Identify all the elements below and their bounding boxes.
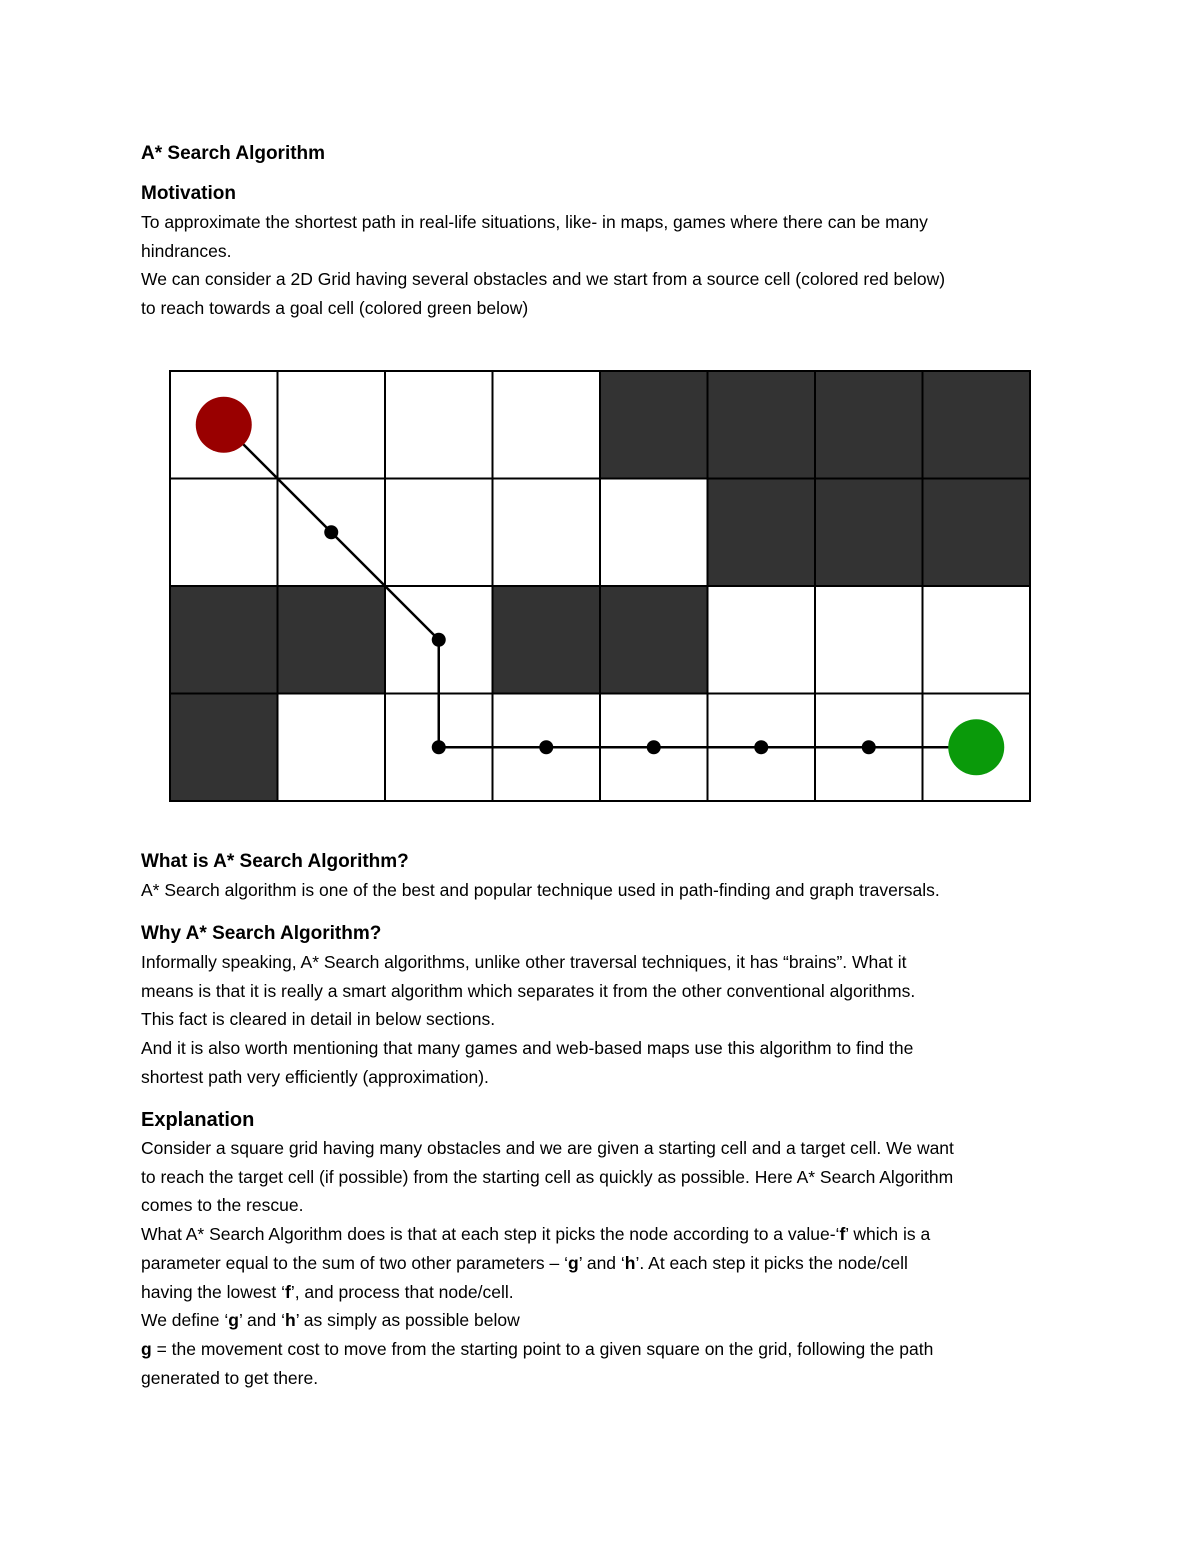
text-run: parameter equal to the sum of two other parameters – ‘ [141, 1252, 569, 1273]
grid-cell [493, 479, 601, 587]
term-f: f [839, 1224, 846, 1245]
explanation-line [141, 1306, 1081, 1335]
term-g: g [568, 1252, 579, 1273]
obstacle-cell [493, 586, 601, 694]
page-title: A* Search Algorithm [141, 143, 326, 164]
explanation-line [141, 1249, 1081, 1278]
why-line: This fact is cleared in detail in below sections. [141, 1009, 496, 1030]
obstacle-cell [170, 586, 278, 694]
text-run: ’ which is a [845, 1224, 931, 1245]
what-line: A* Search algorithm is one of the best and popular technique used in path-finding and graph traversals. [141, 880, 940, 900]
g-definition-line: generated to get there. [141, 1367, 319, 1388]
obstacle-cell [278, 586, 386, 694]
grid-cell [278, 694, 386, 802]
grid-cell [600, 479, 708, 587]
motivation-line: hindrances. [141, 240, 232, 261]
explanation-line: comes to the rescue. [141, 1195, 304, 1216]
g-definition-line [141, 1335, 1081, 1364]
obstacle-cell [170, 694, 278, 802]
why-line: Informally speaking, A* Search algorithms, unlike other traversal techniques, it has “brains”. What it [141, 952, 907, 972]
path-waypoint [862, 740, 876, 754]
term-f: f [284, 1281, 291, 1302]
obstacle-cell [923, 479, 1031, 587]
term-h: h [624, 1252, 636, 1273]
grid-cell [923, 586, 1031, 694]
motivation-line: We can consider a 2D Grid having several obstacles and we start from a source cell (colored red below) [141, 269, 946, 290]
obstacle-cell [600, 371, 708, 479]
explanation-section [141, 1106, 1081, 1392]
path-waypoint [324, 525, 338, 539]
obstacle-cell [708, 479, 816, 587]
text-run: What A* Search Algorithm does is that at each step it picks the node according to a value-‘ [141, 1224, 840, 1245]
text-run: having the lowest ‘ [141, 1281, 285, 1302]
grid-cell [170, 479, 278, 587]
path-waypoint [432, 740, 446, 754]
path-waypoint [754, 740, 768, 754]
grid-cell [708, 586, 816, 694]
grid-cell [385, 479, 493, 587]
term-h: h [285, 1310, 296, 1331]
motivation-line: to reach towards a goal cell (colored green below) [141, 298, 529, 319]
path-waypoint [647, 740, 661, 754]
why-line: And it is also worth mentioning that many games and web-based maps use this algorithm to find the [141, 1038, 914, 1059]
text-run: ’ and ‘ [238, 1310, 285, 1331]
text-run: ’ and ‘ [578, 1252, 625, 1273]
explanation-line [141, 1220, 1081, 1249]
obstacle-cell [708, 371, 816, 479]
explanation-heading: Explanation [141, 1109, 255, 1131]
grid-cell [385, 371, 493, 479]
explanation-line: Consider a square grid having many obstacles and we are given a starting cell and a target cell. We want [141, 1138, 954, 1158]
path-waypoint [432, 633, 446, 647]
obstacle-cell [815, 479, 923, 587]
grid-cell [493, 371, 601, 479]
goal-cell-marker [948, 719, 1004, 775]
text-run: ’, and process that node/cell. [290, 1281, 514, 1302]
what-heading: What is A* Search Algorithm? [141, 851, 409, 872]
why-line: means is that it is really a smart algorithm which separates it from the other conventional algorithms. [141, 980, 916, 1001]
text-run: ’. At each step it picks the node/cell [635, 1252, 908, 1273]
text-run: We define ‘ [141, 1310, 229, 1331]
why-line: shortest path very efficiently (approximation). [141, 1066, 489, 1087]
explanation-line: to reach the target cell (if possible) from the starting cell as quickly as possible. Here A* Search Algorithm [141, 1166, 954, 1187]
motivation-line: To approximate the shortest path in real-life situations, like- in maps, games where there can be many [141, 212, 928, 232]
text-run: = the movement cost to move from the starting point to a given square on the grid, following the path [151, 1338, 934, 1359]
grid-cell [278, 371, 386, 479]
document-page [141, 140, 1071, 323]
path-waypoint [539, 740, 553, 754]
explanation-line [141, 1278, 1081, 1307]
obstacle-cell [600, 586, 708, 694]
what-section [141, 848, 1081, 905]
grid-svg [168, 369, 1032, 803]
term-g: g [228, 1310, 239, 1331]
term-g: g [141, 1338, 152, 1359]
text-run: ’ as simply as possible below [295, 1310, 520, 1331]
obstacle-cell [923, 371, 1031, 479]
obstacle-cell [815, 371, 923, 479]
why-heading: Why A* Search Algorithm? [141, 923, 382, 944]
source-cell-marker [196, 397, 252, 453]
grid-cell [815, 586, 923, 694]
grid-diagram [168, 369, 1032, 803]
motivation-heading: Motivation [141, 183, 236, 204]
why-section [141, 920, 1081, 1092]
